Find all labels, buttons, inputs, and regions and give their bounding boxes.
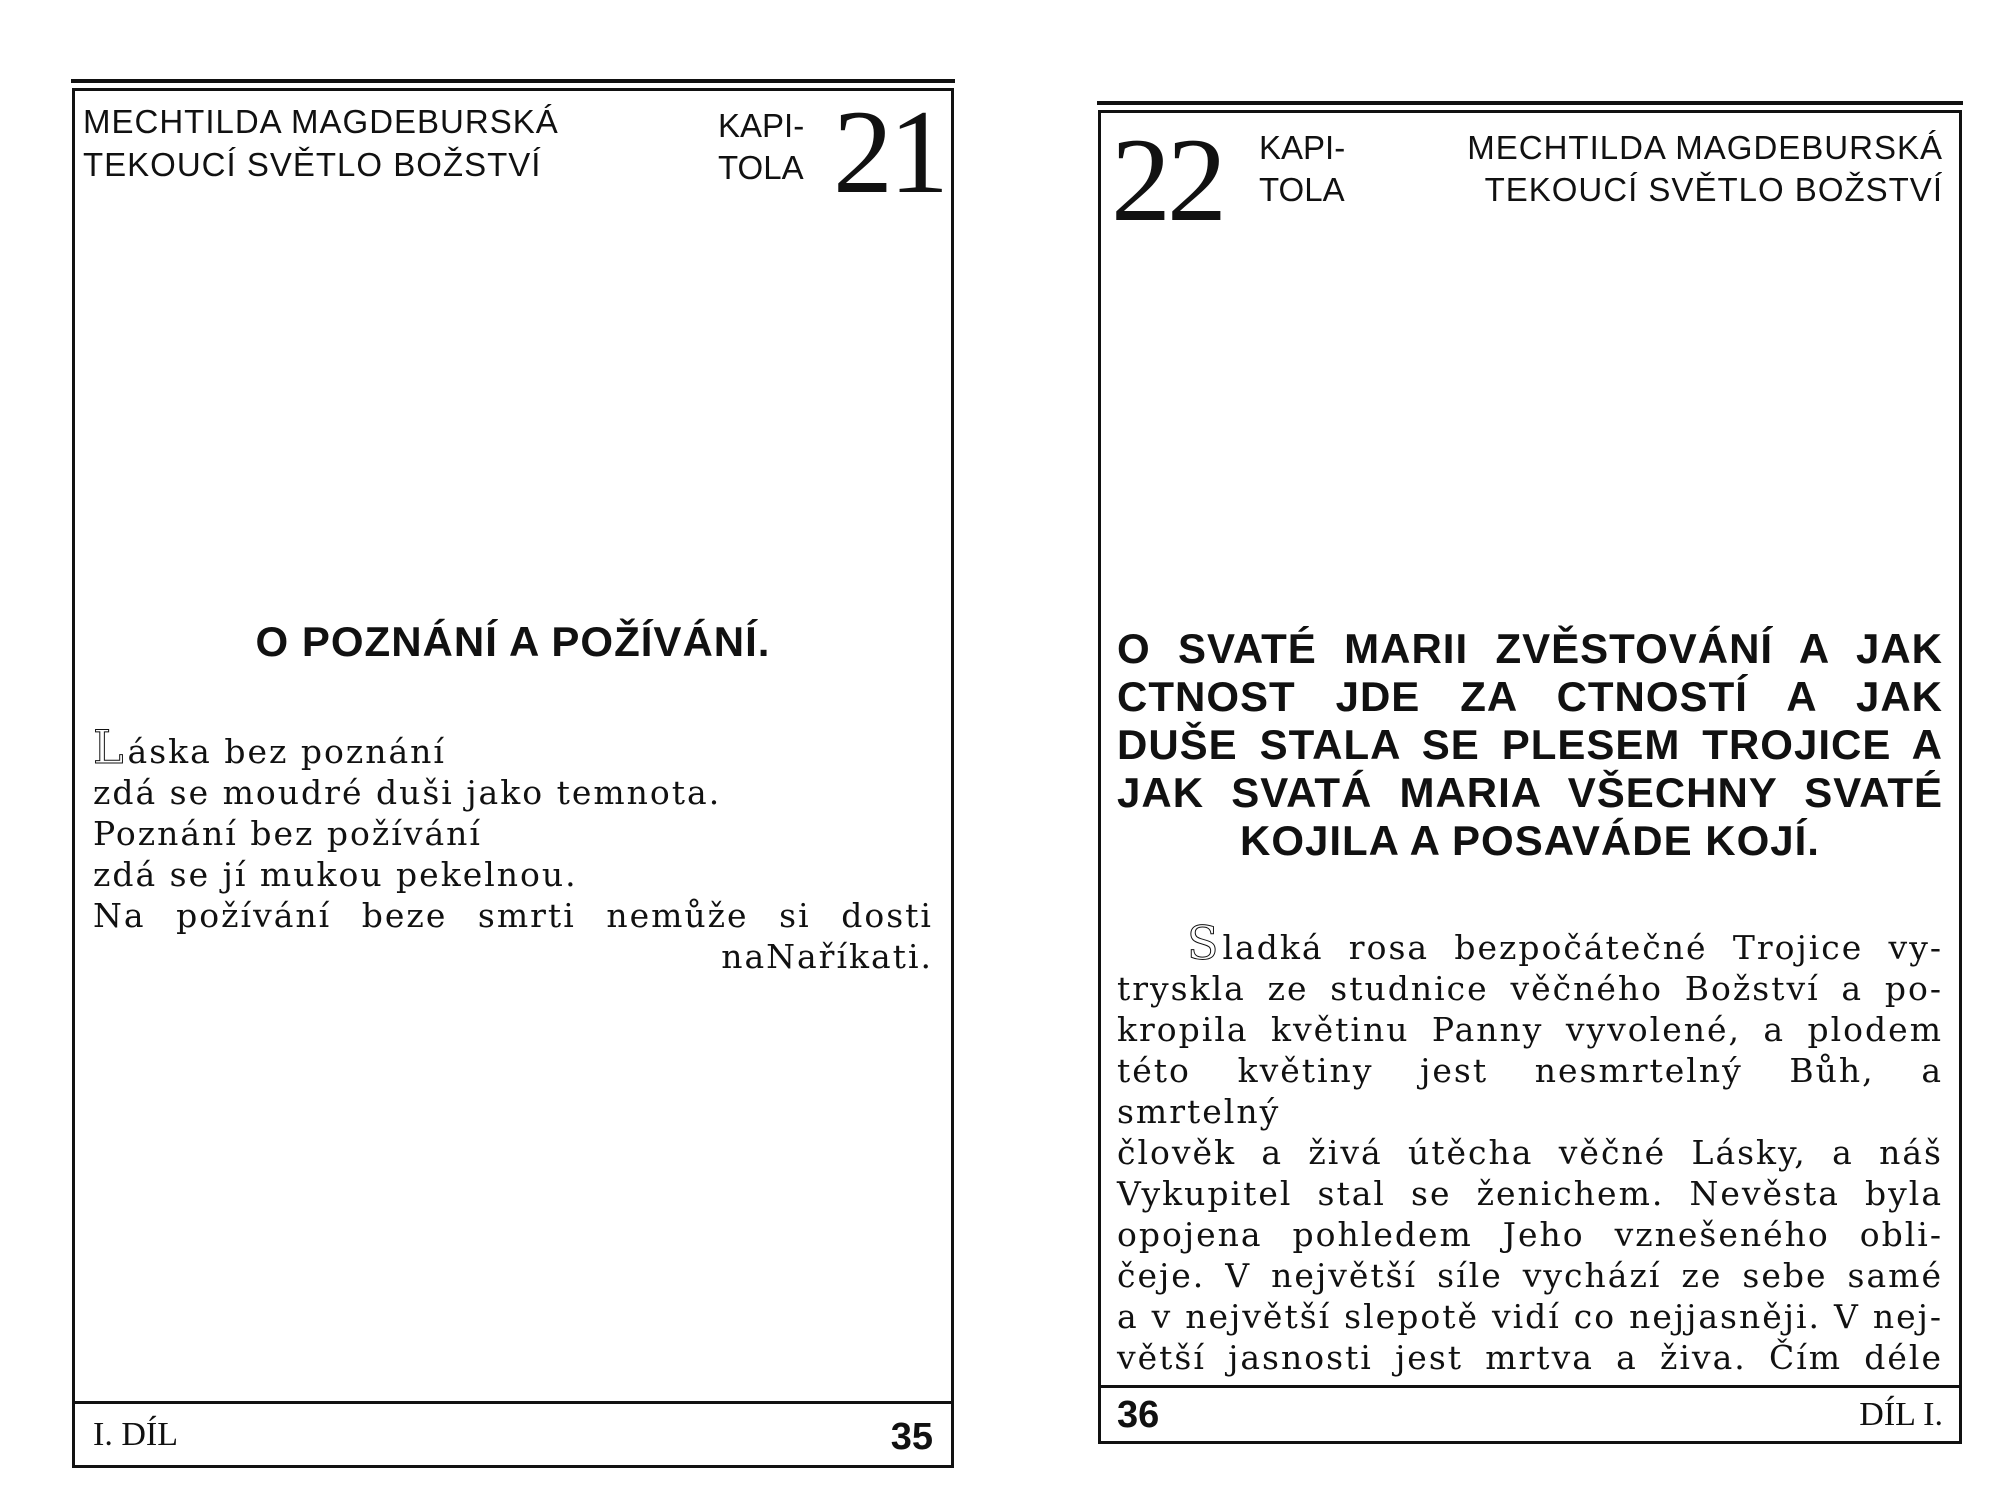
right-header-author: MECHTILDA MAGDEBURSKÁ [1467, 129, 1943, 166]
poem-line-4: zdá se jí mukou pekelnou. [93, 855, 578, 894]
left-page [72, 85, 954, 1468]
body-line-10: větší jasnosti jest mrtva a živa. Čím déle [1117, 1338, 1943, 1377]
left-header-title: TEKOUCÍ SVĚTLO BOŽSTVÍ [83, 146, 542, 183]
left-footer-part: I. DÍL [93, 1416, 178, 1453]
right-page-number: 36 [1117, 1394, 1160, 1436]
left-top-rule [71, 79, 955, 83]
poem-line-3: Poznání bez požívání [93, 814, 482, 853]
left-chapter-title: O POZNÁNÍ A POŽÍVÁNÍ. [255, 618, 771, 665]
right-top-rule [1097, 101, 1963, 105]
body-line-7: opojena pohledem Jeho vznešeného obli- [1117, 1215, 1943, 1254]
right-body-text [1117, 916, 1943, 1378]
right-chapter-number: 22 [1111, 113, 1223, 246]
poem-line-1: Láska bez poznání [93, 720, 446, 774]
right-title-line-1: O SVATÉ MARII ZVĚSTOVÁNÍ A JAK [1117, 625, 1943, 672]
body-line-3: kropila květinu Panny vyvolené, a plodem [1117, 1010, 1943, 1049]
poem-line-6: naNaříkati. [721, 937, 933, 976]
body-line-9: a v největší slepotě vidí co nejjasněji. V nej- [1117, 1297, 1943, 1336]
body-line-4: této květiny jest nesmrtelný Bůh, a smrtelný [1117, 1051, 1943, 1131]
poem-line-5: Na požívání beze smrti nemůže si dosti [93, 896, 933, 935]
body-line-1: Sladká rosa bezpočátečné Trojice vy- [1187, 916, 1943, 970]
body-line-8: čeje. V největší síle vychází ze sebe samé [1117, 1256, 1943, 1295]
poem-line-2: zdá se moudré duši jako temnota. [93, 773, 722, 812]
right-title-line-2: CTNOST JDE ZA CTNOSTÍ A JAK [1117, 673, 1943, 720]
body-line-6: Vykupitel stal se ženichem. Nevěsta byla [1117, 1174, 1943, 1213]
right-title-line-4: JAK SVATÁ MARIA VŠECHNY SVATÉ [1117, 769, 1943, 816]
left-header-author: MECHTILDA MAGDEBURSKÁ [83, 103, 559, 140]
right-kapitola-label-2: TOLA [1259, 171, 1345, 208]
body-line-5: člověk a živá útěcha věčné Lásky, a náš [1117, 1133, 1943, 1172]
left-chapter-number: 21 [833, 85, 945, 218]
left-dropcap: L [93, 720, 126, 774]
right-title-line-5: KOJILA A POSAVÁDE KOJÍ. [1240, 817, 1820, 864]
right-header-title: TEKOUCÍ SVĚTLO BOŽSTVÍ [1484, 171, 1943, 208]
right-dropcap: S [1187, 916, 1221, 970]
right-kapitola-label-1: KAPI- [1259, 129, 1346, 166]
left-footer-rule [75, 1401, 951, 1404]
right-chapter-title [1117, 625, 1943, 865]
right-footer-part: DÍL I. [1859, 1396, 1943, 1433]
right-footer-rule [1101, 1385, 1959, 1388]
left-kapitola-label-2: TOLA [718, 149, 804, 186]
right-page [1098, 110, 1962, 1444]
left-kapitola-label-1: KAPI- [718, 107, 805, 144]
left-page-number: 35 [890, 1416, 933, 1458]
body-line-2: tryskla ze studnice věčného Božství a po- [1117, 969, 1943, 1008]
right-title-line-3: DUŠE STALA SE PLESEM TROJICE A [1117, 721, 1943, 768]
left-poem [93, 720, 933, 977]
